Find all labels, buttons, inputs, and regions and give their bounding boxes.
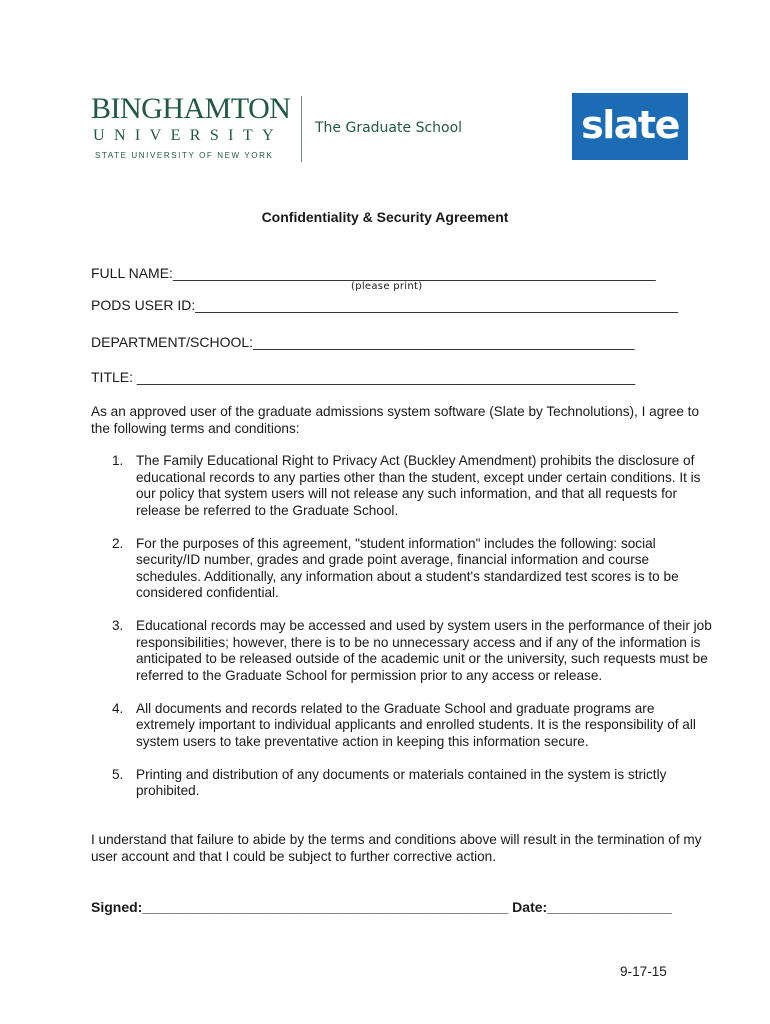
list-number: 2. (112, 535, 124, 551)
list-item-text: Printing and distribution of any documents or materials contained in the system is strictly prohibited. (136, 766, 667, 798)
slate-logo-text: slate (581, 102, 679, 147)
intro-paragraph: As an approved user of the graduate admissions system software (Slate by Technolutions), I agree to the following terms and conditions: (91, 404, 700, 436)
document-title: Confidentiality & Security Agreement (261, 209, 509, 225)
signature-date-line[interactable]: Signed:_______________________________________________ Date:________________ (91, 899, 672, 915)
please-print-note: (please print) (351, 281, 423, 292)
graduate-school-label: The Graduate School (315, 120, 463, 136)
department-school-field[interactable]: DEPARTMENT/SCHOOL:_________________________________________________ (91, 334, 635, 350)
version-date: 9-17-15 (620, 964, 667, 979)
slate-logo (572, 93, 688, 160)
title-field[interactable]: TITLE: ________________________________________________________________ (91, 369, 636, 385)
list-item-text: For the purposes of this agreement, "student information" includes the following: social security/ID number, grades and grade point average, financial information and course schedules. Additionally, any information about a student's standardized test scores is to be considered confidential. (136, 535, 679, 600)
list-item (112, 453, 712, 519)
logo-suny-text: STATE UNIVERSITY OF NEW YORK (95, 151, 274, 160)
list-number: 1. (112, 453, 124, 468)
logo-university-text: UNIVERSITY (93, 127, 283, 144)
list-number: 5. (112, 766, 124, 782)
pods-user-id-field[interactable]: PODS USER ID:______________________________________________________________ (91, 297, 678, 313)
list-item (112, 767, 712, 800)
list-item (112, 536, 712, 602)
list-number: 4. (112, 700, 124, 716)
list-item (112, 618, 712, 684)
list-item-text: Educational records may be accessed and used by system users in the performance of their job responsibilities; however, there is to be no unnecessary access and if any of the information is anticipated to be released outside of the academic unit or the university, such requests must be referred to the Graduate School for permission prior to any access or release. (136, 618, 712, 683)
list-item-text: The Family Educational Right to Privacy Act (Buckley Amendment) prohibits the disclosure of educational records to any parties other than the student, except under certain conditions. It is our policy that system users will not release any such information, and that all requests for release be referred to the Graduate School. (136, 453, 701, 518)
logo-wordmark: BINGHAMTON (91, 92, 291, 125)
closing-paragraph: I understand that failure to abide by the terms and conditions above will result in the termination of my user account and that I could be subject to further corrective action. (91, 832, 702, 864)
list-item-text: All documents and records related to the Graduate School and graduate programs are extremely important to individual applicants and enrolled students. It is the responsibility of all system users to take preventative action in keeping this information secure. (136, 700, 696, 749)
terms-list (112, 453, 712, 816)
list-item (112, 701, 712, 751)
binghamton-logo (91, 94, 491, 166)
logo-divider (301, 96, 302, 162)
list-number: 3. (112, 618, 124, 633)
full-name-field[interactable]: FULL NAME:______________________________________________________________ (91, 265, 656, 281)
